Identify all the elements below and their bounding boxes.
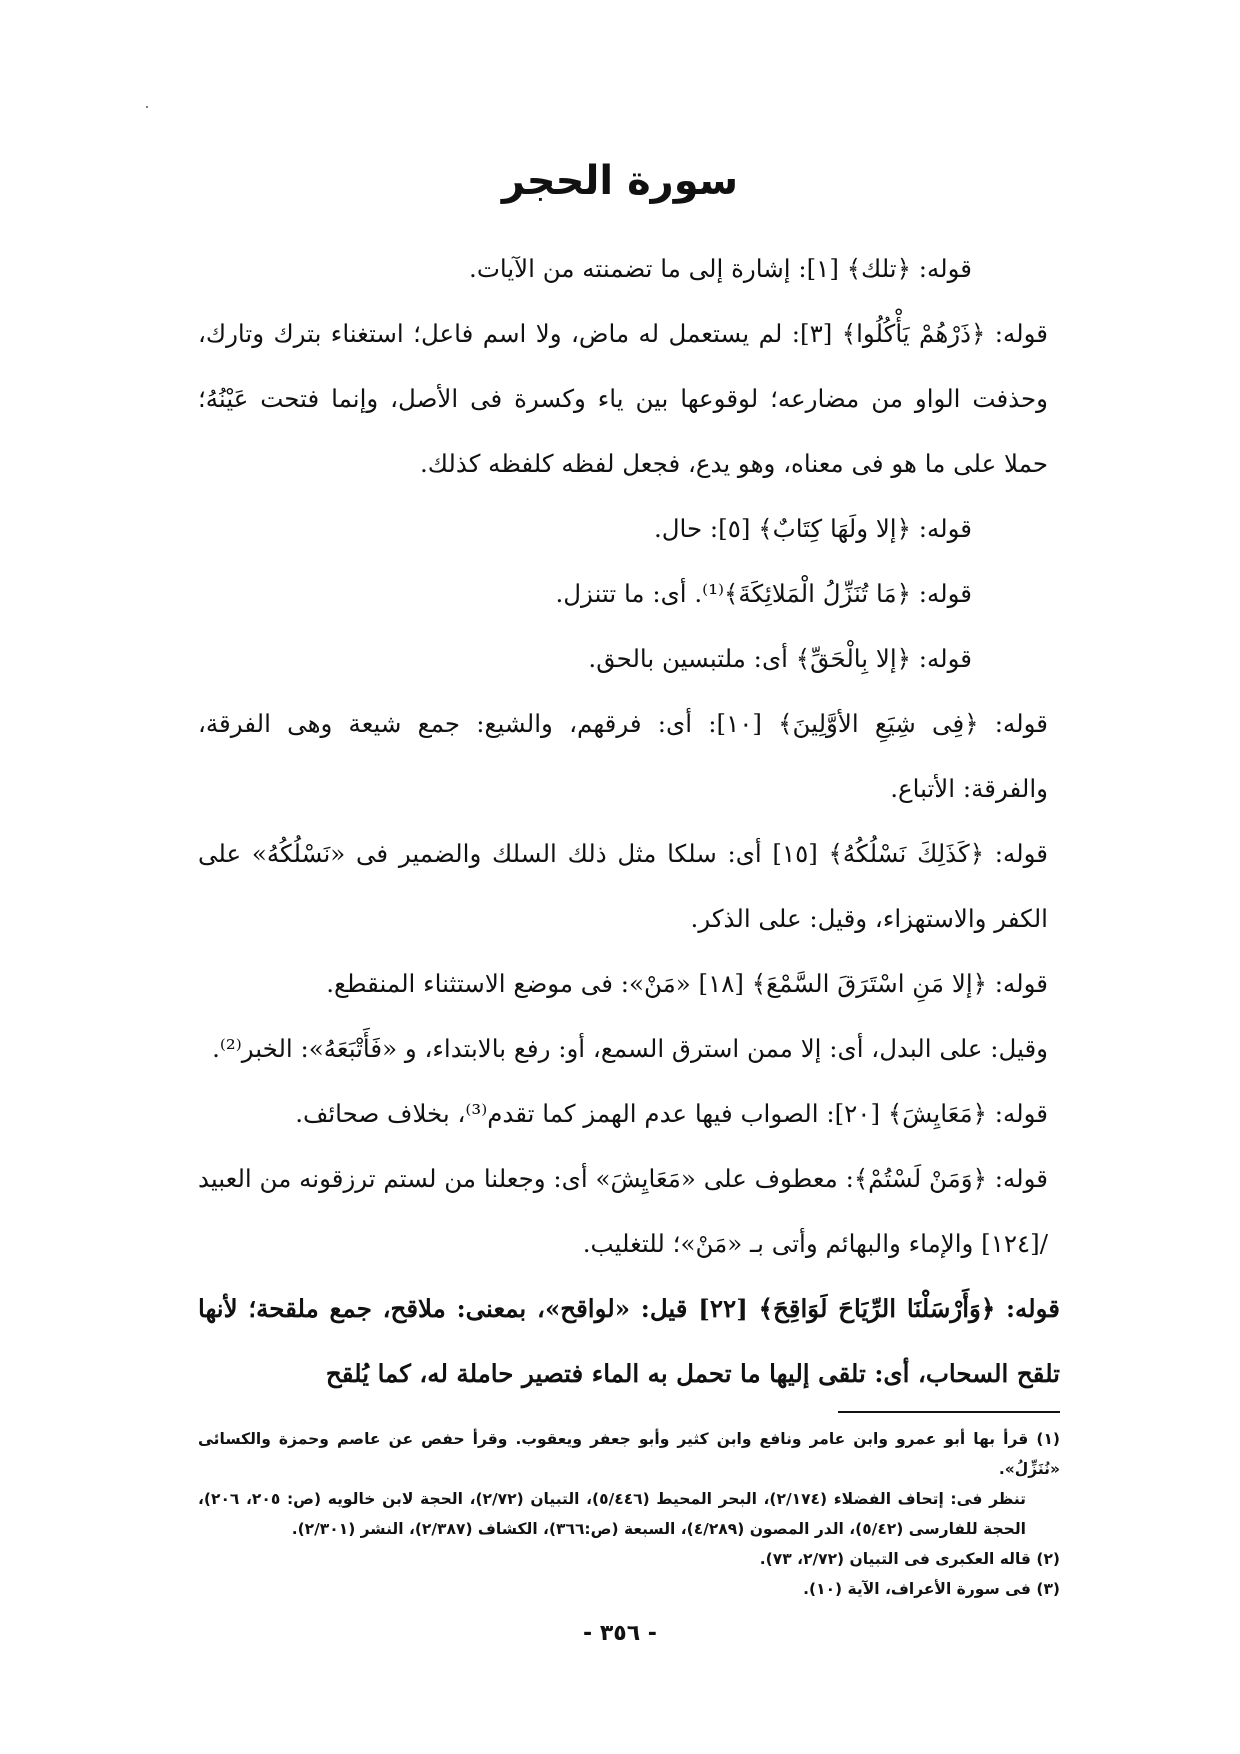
body-text [198, 236, 1060, 1406]
paragraph-wa-man-lastum: قوله: ﴿وَمَنْ لَسْتُمْ﴾: معطوف على «مَعَايِشَ» أى: وجعلنا من لستم ترزقونه من العبيد /[١٢٤] والإماء والبهائم وأتى بـ «مَنْ»؛ للتغليب. [198, 1164, 1048, 1258]
paragraph-lawaqih: قوله: ﴿وَأَرْسَلْنَا الرِّيَاحَ لَوَاقِحَ﴾ [٢٢] قيل: «لواقح»، بمعنى: ملاقح، جمع ملقحة؛ لأنها تلقح السحاب، أى: تلقى إليها ما تحمل به الماء فتصير حاملة له، كما يُلقح [198, 1294, 1060, 1388]
paragraph-wa-qila: وقيل: على البدل، أى: إلا ممن استرق السمع، أو: رفع بالابتداء، و «فَأَتْبَعَهُ»: الخبر⁽²⁾. [212, 1034, 1048, 1063]
paragraph-bil-haqq: قوله: ﴿إلا بِالْحَقِّ﴾ أى: ملتبسين بالحق. [588, 644, 972, 673]
footnote-1: (١) قرأ بها أبو عمرو وابن عامر ونافع وابن كثير وأبو جعفر ويعقوب. وقرأ حفص عن عاصم وحمزة والكسائى «نُنَزِّلُ». [198, 1430, 1060, 1478]
footnote-divider [838, 1411, 1060, 1413]
paragraph-naslukuhu: قوله: ﴿كَذَلِكَ نَسْلُكُهُ﴾ [١٥] أى: سلكا مثل ذلك السلك والضمير فى «نَسْلُكُهُ» على الكفر والاستهزاء، وقيل: على الذكر. [198, 839, 1048, 933]
paragraph-dharhum: قوله: ﴿ذَرْهُمْ يَأْكُلُوا﴾ [٣]: لم يستعمل له ماض، ولا اسم فاعل؛ استغناء بترك وتارك، وحذفت الواو من مضارعه؛ لوقوعها بين ياء وكسرة فى الأصل، وإنما فتحت عَيْنُهُ؛ حملا على ما هو فى معناه، وهو يدع، فجعل لفظه كلفظه كذلك. [198, 319, 1048, 478]
footnote-2: (٢) قاله العكبرى فى التبيان (٢/٧٢، ٧٣). [759, 1550, 1060, 1568]
paragraph-illa-walaha: قوله: ﴿إلا ولَهَا كِتَابٌ﴾ [٥]: حال. [653, 514, 972, 543]
paragraph-ma-tunazzil: قوله: ﴿مَا تُنَزِّلُ الْمَلائِكَةَ﴾⁽¹⁾. أى: ما تتنزل. [555, 579, 972, 608]
scan-speck [146, 106, 148, 108]
footnotes [198, 1424, 1060, 1604]
page-number: - ٣٥٦ - [583, 1621, 657, 1646]
paragraph-maayish: قوله: ﴿مَعَايِشَ﴾ [٢٠]: الصواب فيها عدم الهمز كما تقدم⁽³⁾، بخلاف صحائف. [295, 1099, 1048, 1128]
paragraph-istaraqa: قوله: ﴿إلا مَنِ اسْتَرَقَ السَّمْعَ﴾ [١٨] «مَنْ»: فى موضع الاستثناء المنقطع. [326, 969, 1048, 998]
paragraph-shiya: قوله: ﴿فِى شِيَعِ الأوَّلِينَ﴾ [١٠]: أى: فرقهم، والشيع: جمع شيعة وهى الفرقة، والفرقة: الأتباع. [198, 709, 1048, 803]
footnote-1-sources: تنظر فى: إتحاف الفضلاء (٢/١٧٤)، البحر المحيط (٥/٤٤٦)، التبيان (٢/٧٢)، الحجة لابن خالويه (ص: ٢٠٥، ٢٠٦)، الحجة للفارسى (٥/٤٢)، الدر المصون (٤/٢٨٩)، السبعة (ص:٣٦٦)، الكشاف (٢/٣٨٧)، النشر (٢/٣٠١). [198, 1490, 1026, 1538]
footnote-3: (٣) فى سورة الأعراف، الآية (١٠). [803, 1580, 1060, 1598]
paragraph-tilka: قوله: ﴿تلك﴾ [١]: إشارة إلى ما تضمنته من الآيات. [469, 254, 972, 283]
page-title: سورة الحجر [501, 158, 739, 204]
